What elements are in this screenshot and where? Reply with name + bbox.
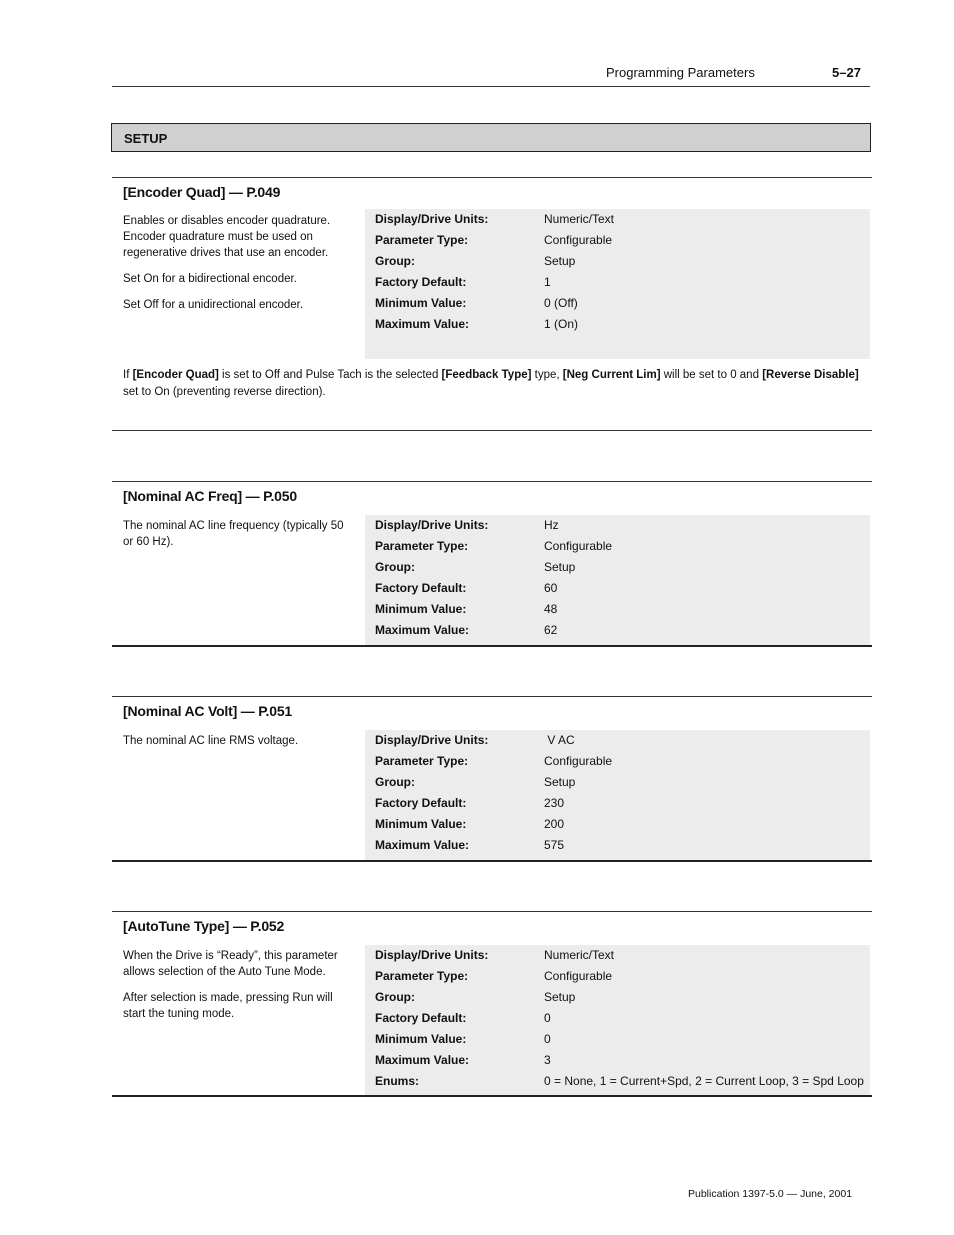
attr-row-parameter-type [365, 536, 870, 557]
attr-value: 1 [544, 275, 551, 289]
attr-label: Minimum Value: [375, 602, 467, 616]
description-paragraph: After selection is made, pressing Run will start the tuning mode. [123, 992, 333, 1020]
attr-row-factory-default [365, 1008, 870, 1029]
encoder-quad-note [123, 367, 868, 401]
attr-row-group [365, 557, 870, 578]
attr-label: Factory Default: [375, 1011, 467, 1025]
attr-row-enums [365, 1071, 870, 1092]
attr-value: Hz [544, 518, 559, 532]
attr-label: Parameter Type: [375, 754, 469, 768]
attr-label: Group: [375, 254, 415, 268]
attr-value: 62 [544, 623, 558, 637]
attr-row-minimum-value [365, 293, 870, 314]
header-divider [112, 86, 870, 87]
attr-label: Group: [375, 560, 415, 574]
attr-row-parameter-type [365, 751, 870, 772]
attr-row-maximum-value [365, 1050, 870, 1071]
section-bottom-rule [112, 645, 872, 647]
setup-banner-label: SETUP [124, 131, 168, 146]
note-param-ref: [Reverse Disable] [762, 369, 859, 381]
section-top-rule [112, 481, 872, 482]
attr-row-group [365, 987, 870, 1008]
param-description [123, 948, 355, 1032]
attr-value: 3 [544, 1053, 551, 1067]
section-bottom-rule [112, 430, 872, 431]
attr-label: Factory Default: [375, 275, 467, 289]
attr-value: Configurable [544, 754, 613, 768]
attr-row-minimum-value [365, 1029, 870, 1050]
attr-value: Numeric/Text [544, 948, 615, 962]
page-number: 5–27 [832, 65, 861, 80]
param-title: [Nominal AC Freq] — P.050 [123, 488, 297, 504]
attr-row-factory-default [365, 793, 870, 814]
attr-row-maximum-value [365, 314, 870, 335]
attr-value: Configurable [544, 539, 613, 553]
description-paragraph: When the Drive is “Ready”, this parameter allows selection of the Auto Tune Mode. [123, 950, 338, 978]
note-param-ref: [Encoder Quad] [132, 369, 219, 381]
description-paragraph: Set Off for a unidirectional encoder. [123, 299, 304, 311]
attr-value: Setup [544, 560, 576, 574]
attr-label: Group: [375, 990, 415, 1004]
param-attributes-box [365, 209, 870, 359]
attr-label: Parameter Type: [375, 539, 469, 553]
note-text: set to On (preventing reverse direction). [123, 386, 326, 398]
attr-value: 48 [544, 602, 558, 616]
attr-row-group [365, 772, 870, 793]
attr-value: 0 (Off) [544, 296, 578, 310]
param-attributes-box [365, 730, 870, 860]
attr-row-maximum-value [365, 620, 870, 641]
param-title: [Encoder Quad] — P.049 [123, 184, 281, 200]
description-paragraph: The nominal AC line frequency (typically 50 or 60 Hz). [123, 520, 344, 548]
attr-value: Numeric/Text [544, 212, 615, 226]
param-nominal-ac-freq [112, 481, 872, 647]
attr-label: Factory Default: [375, 796, 467, 810]
param-nominal-ac-volt [112, 696, 872, 862]
section-top-rule [112, 911, 872, 912]
section-bottom-rule [112, 1095, 872, 1097]
param-attributes-box [365, 945, 870, 1095]
note-text: If [123, 369, 133, 381]
param-autotune-type [112, 911, 872, 1098]
attr-row-maximum-value [365, 835, 870, 856]
attr-label: Minimum Value: [375, 296, 467, 310]
param-description [123, 213, 355, 323]
description-paragraph: Set On for a bidirectional encoder. [123, 273, 297, 285]
attr-label: Display/Drive Units: [375, 948, 489, 962]
attr-label: Enums: [375, 1074, 420, 1088]
attr-value: Configurable [544, 969, 613, 983]
section-top-rule [112, 696, 872, 697]
attr-value: 200 [544, 817, 565, 831]
attr-label: Parameter Type: [375, 969, 469, 983]
attr-value: Setup [544, 254, 576, 268]
attr-label: Group: [375, 775, 415, 789]
attr-value: 1 (On) [544, 317, 579, 331]
attr-value: 230 [544, 796, 565, 810]
attr-label: Maximum Value: [375, 1053, 470, 1067]
setup-section-banner [111, 123, 871, 152]
section-bottom-rule [112, 860, 872, 862]
attr-row-display-units [365, 515, 870, 536]
attr-row-minimum-value [365, 599, 870, 620]
attr-value: Setup [544, 775, 576, 789]
attr-row-parameter-type [365, 966, 870, 987]
attr-row-display-units [365, 945, 870, 966]
attr-value: 0 [544, 1011, 551, 1025]
attr-row-parameter-type [365, 230, 870, 251]
attr-row-factory-default [365, 272, 870, 293]
attr-value: 0 = None, 1 = Current+Spd, 2 = Current Loop, 3 = Spd Loop [544, 1074, 864, 1088]
note-param-ref: [Neg Current Lim] [562, 369, 661, 381]
attr-label: Display/Drive Units: [375, 212, 489, 226]
description-paragraph: The nominal AC line RMS voltage. [123, 735, 299, 747]
attr-row-display-units [365, 730, 870, 751]
attr-value: 60 [544, 581, 558, 595]
attr-row-factory-default [365, 578, 870, 599]
attr-label: Maximum Value: [375, 317, 470, 331]
attr-label: Parameter Type: [375, 233, 469, 247]
attr-label: Display/Drive Units: [375, 733, 489, 747]
attr-label: Factory Default: [375, 581, 467, 595]
publication-footer: Publication 1397-5.0 — June, 2001 [688, 1188, 853, 1200]
attr-label: Display/Drive Units: [375, 518, 489, 532]
note-text: is set to Off and Pulse Tach is the selected [218, 369, 442, 381]
note-text: will be set to 0 and [660, 369, 763, 381]
attr-row-display-units [365, 209, 870, 230]
attr-label: Maximum Value: [375, 838, 470, 852]
param-attributes-box [365, 515, 870, 645]
param-title: [AutoTune Type] — P.052 [123, 918, 285, 934]
attr-label: Maximum Value: [375, 623, 470, 637]
attr-value: V AC [544, 733, 575, 747]
attr-label: Minimum Value: [375, 817, 467, 831]
page-header-title: Programming Parameters [606, 65, 755, 80]
section-top-rule [112, 177, 872, 178]
attr-value: Configurable [544, 233, 613, 247]
note-param-ref: [Feedback Type] [441, 369, 532, 381]
attr-label: Minimum Value: [375, 1032, 467, 1046]
attr-row-minimum-value [365, 814, 870, 835]
attr-row-group [365, 251, 870, 272]
attr-value: 0 [544, 1032, 551, 1046]
param-title: [Nominal AC Volt] — P.051 [123, 703, 292, 719]
description-paragraph: Enables or disables encoder quadrature. Encoder quadrature must be used on regenerative drives that use an encoder. [123, 215, 331, 259]
attr-value: 575 [544, 838, 565, 852]
note-text: type, [531, 369, 563, 381]
param-description [123, 733, 355, 759]
param-description [123, 518, 355, 560]
attr-value: Setup [544, 990, 576, 1004]
